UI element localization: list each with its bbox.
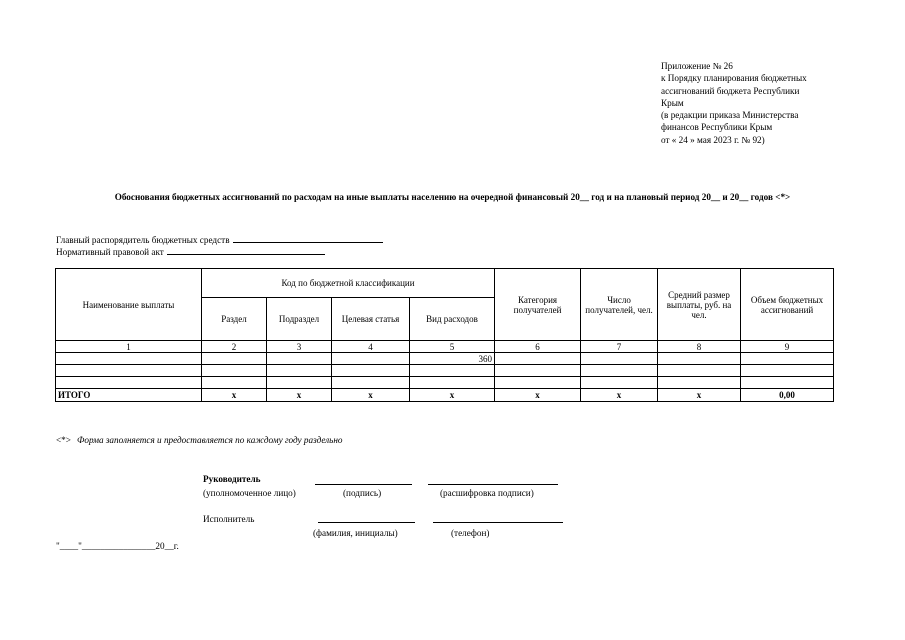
total-cell: x bbox=[658, 389, 741, 402]
main-manager-input-line[interactable] bbox=[233, 233, 383, 243]
appendix-line: (в редакции приказа Министерства bbox=[661, 110, 799, 121]
total-volume: 0,00 bbox=[741, 389, 834, 402]
header-category: Категория получателей bbox=[495, 269, 581, 341]
authorized-caption: (уполномоченное лицо) bbox=[203, 488, 296, 498]
column-number: 1 bbox=[56, 341, 202, 353]
date-line[interactable]: "____"________________20__г. bbox=[56, 541, 179, 551]
main-manager-label: Главный распорядитель бюджетных средств bbox=[56, 235, 230, 245]
table-cell[interactable] bbox=[658, 353, 741, 365]
total-cell: x bbox=[267, 389, 332, 402]
column-number: 2 bbox=[202, 341, 267, 353]
table-cell[interactable] bbox=[495, 353, 581, 365]
main-manager-field bbox=[56, 233, 383, 245]
signature-caption: (подпись) bbox=[343, 488, 382, 498]
column-number: 3 bbox=[267, 341, 332, 353]
name-initials-caption: (фамилия, инициалы) bbox=[313, 528, 398, 538]
footnote-mark: <*> bbox=[56, 435, 71, 445]
total-label: ИТОГО bbox=[56, 389, 202, 402]
table-cell[interactable] bbox=[267, 353, 332, 365]
column-number: 7 bbox=[581, 341, 658, 353]
column-number: 9 bbox=[741, 341, 834, 353]
appendix-line: ассигнований бюджета Республики bbox=[661, 85, 800, 96]
header-name: Наименование выплаты bbox=[56, 269, 202, 341]
table-cell[interactable] bbox=[267, 365, 332, 377]
table-cell[interactable] bbox=[202, 353, 267, 365]
phone-caption: (телефон) bbox=[451, 528, 490, 538]
footnote-text: Форма заполняется и предоставляется по каждому году раздельно bbox=[76, 435, 343, 445]
header-section: Раздел bbox=[202, 298, 267, 341]
header-subsection: Подраздел bbox=[267, 298, 332, 341]
appendix-line: к Порядку планирования бюджетных bbox=[661, 73, 807, 84]
header-expense-type: Вид расходов bbox=[410, 298, 495, 341]
table-cell[interactable] bbox=[741, 353, 834, 365]
column-number-row bbox=[56, 341, 834, 353]
appendix-block bbox=[661, 60, 861, 146]
executor-label: Исполнитель bbox=[203, 514, 255, 524]
total-cell: x bbox=[495, 389, 581, 402]
table-cell[interactable] bbox=[741, 377, 834, 389]
table-row bbox=[56, 365, 834, 377]
total-row bbox=[56, 389, 834, 402]
table-cell[interactable] bbox=[332, 377, 410, 389]
table-row bbox=[56, 377, 834, 389]
header-target-item: Целевая статья bbox=[332, 298, 410, 341]
normative-act-label: Нормативный правовой акт bbox=[56, 247, 164, 257]
table-cell[interactable] bbox=[658, 377, 741, 389]
table-cell[interactable] bbox=[332, 365, 410, 377]
table-cell[interactable] bbox=[410, 365, 495, 377]
appendix-line: Крым bbox=[661, 97, 684, 108]
total-cell: x bbox=[332, 389, 410, 402]
table-cell[interactable]: 360 bbox=[410, 353, 495, 365]
executor-phone-line[interactable] bbox=[433, 522, 563, 523]
total-cell: x bbox=[410, 389, 495, 402]
table-row bbox=[56, 353, 834, 365]
budget-table bbox=[55, 268, 834, 402]
footnote bbox=[56, 435, 343, 445]
table-cell[interactable] bbox=[581, 377, 658, 389]
column-number: 4 bbox=[332, 341, 410, 353]
executor-name-line[interactable] bbox=[318, 522, 415, 523]
column-number: 5 bbox=[410, 341, 495, 353]
table-cell[interactable] bbox=[495, 377, 581, 389]
table-cell[interactable] bbox=[267, 377, 332, 389]
manager-label: Руководитель bbox=[203, 474, 261, 484]
header-volume: Объем бюджетных ассигнований bbox=[741, 269, 834, 341]
manager-signature-line[interactable] bbox=[315, 484, 412, 485]
manager-decoding-line[interactable] bbox=[428, 484, 558, 485]
total-cell: x bbox=[581, 389, 658, 402]
header-count: Число получателей, чел. bbox=[581, 269, 658, 341]
header-budget-code: Код по бюджетной классификации bbox=[202, 269, 495, 298]
table-cell[interactable] bbox=[658, 365, 741, 377]
appendix-line: Приложение № 26 bbox=[661, 61, 733, 71]
appendix-line: от « 24 » мая 2023 г. № 92) bbox=[661, 134, 765, 145]
column-number: 8 bbox=[658, 341, 741, 353]
table-cell[interactable] bbox=[56, 353, 202, 365]
column-number: 6 bbox=[495, 341, 581, 353]
normative-act-field bbox=[56, 245, 325, 257]
table-cell[interactable] bbox=[202, 365, 267, 377]
table-cell[interactable] bbox=[741, 365, 834, 377]
table-cell[interactable] bbox=[202, 377, 267, 389]
decoding-caption: (расшифровка подписи) bbox=[440, 488, 534, 498]
total-cell: x bbox=[202, 389, 267, 402]
table-cell[interactable] bbox=[581, 353, 658, 365]
document-title: Обоснования бюджетных ассигнований по расходам на иные выплаты населению на очередной финансовый 20__ год и на плановый период 20__ и 20__ годов <*> bbox=[114, 192, 791, 202]
table-cell[interactable] bbox=[56, 365, 202, 377]
table-cell[interactable] bbox=[56, 377, 202, 389]
table-cell[interactable] bbox=[410, 377, 495, 389]
header-avg-payment: Средний размер выплаты, руб. на чел. bbox=[658, 269, 741, 341]
table-cell[interactable] bbox=[332, 353, 410, 365]
table-cell[interactable] bbox=[581, 365, 658, 377]
normative-act-input-line[interactable] bbox=[167, 245, 325, 255]
table-cell[interactable] bbox=[495, 365, 581, 377]
appendix-line: финансов Республики Крым bbox=[661, 122, 773, 133]
